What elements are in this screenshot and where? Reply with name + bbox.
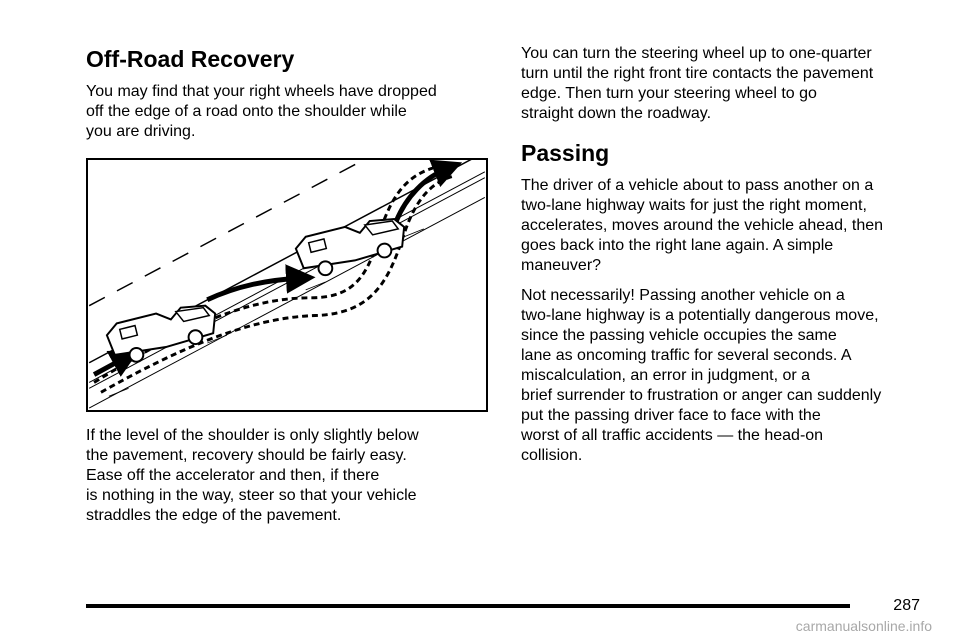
motion-arrow-2 [207, 278, 301, 300]
page-number: 287 [893, 597, 920, 614]
right-column [521, 44, 933, 476]
passing-heading: Passing [521, 140, 610, 166]
footer-rule [86, 604, 850, 608]
left-column [86, 44, 490, 536]
off-road-recovery-paragraph: If the level of the shoulder is only slightly below the pavement, recovery should be fairly easy. Ease off the accelerator and then, if there is nothing in the way, steer so that your vehicle straddles the edge of the pavement. [86, 427, 419, 524]
off-road-recovery-illustration [86, 158, 488, 412]
watermark: carmanualsonline.info [795, 618, 932, 634]
road-diagram [88, 160, 486, 410]
truck-icon [107, 306, 215, 362]
passing-paragraph-2: Not necessarily! Passing another vehicle on a two-lane highway is a potentially dangerous move, since the passing vehicle occupies the same lane as oncoming traffic for several seconds. A miscalculation, an error in judgment, or a brief surrender to frustration or anger can suddenly put the passing driver face to face with the worst of all traffic accidents — the head-on collision. [521, 287, 882, 464]
shoulder-line-2 [89, 178, 485, 389]
shoulder-line-3 [89, 197, 485, 408]
truck-icon [296, 219, 404, 275]
off-road-recovery-heading: Off-Road Recovery [86, 46, 295, 72]
off-road-intro-paragraph: You may find that your right wheels have dropped off the edge of a road onto the shoulder while you are driving. [86, 83, 437, 140]
steering-paragraph: You can turn the steering wheel up to one-quarter turn until the right front tire contacts the pavement edge. Then turn your steering wheel to go straight down the roadway. [521, 45, 874, 122]
passing-paragraph-1: The driver of a vehicle about to pass another on a two-lane highway waits for just the right moment, accelerates, moves around the vehicle ahead, then goes back into the right lane again. A simple maneuver? [521, 177, 884, 274]
